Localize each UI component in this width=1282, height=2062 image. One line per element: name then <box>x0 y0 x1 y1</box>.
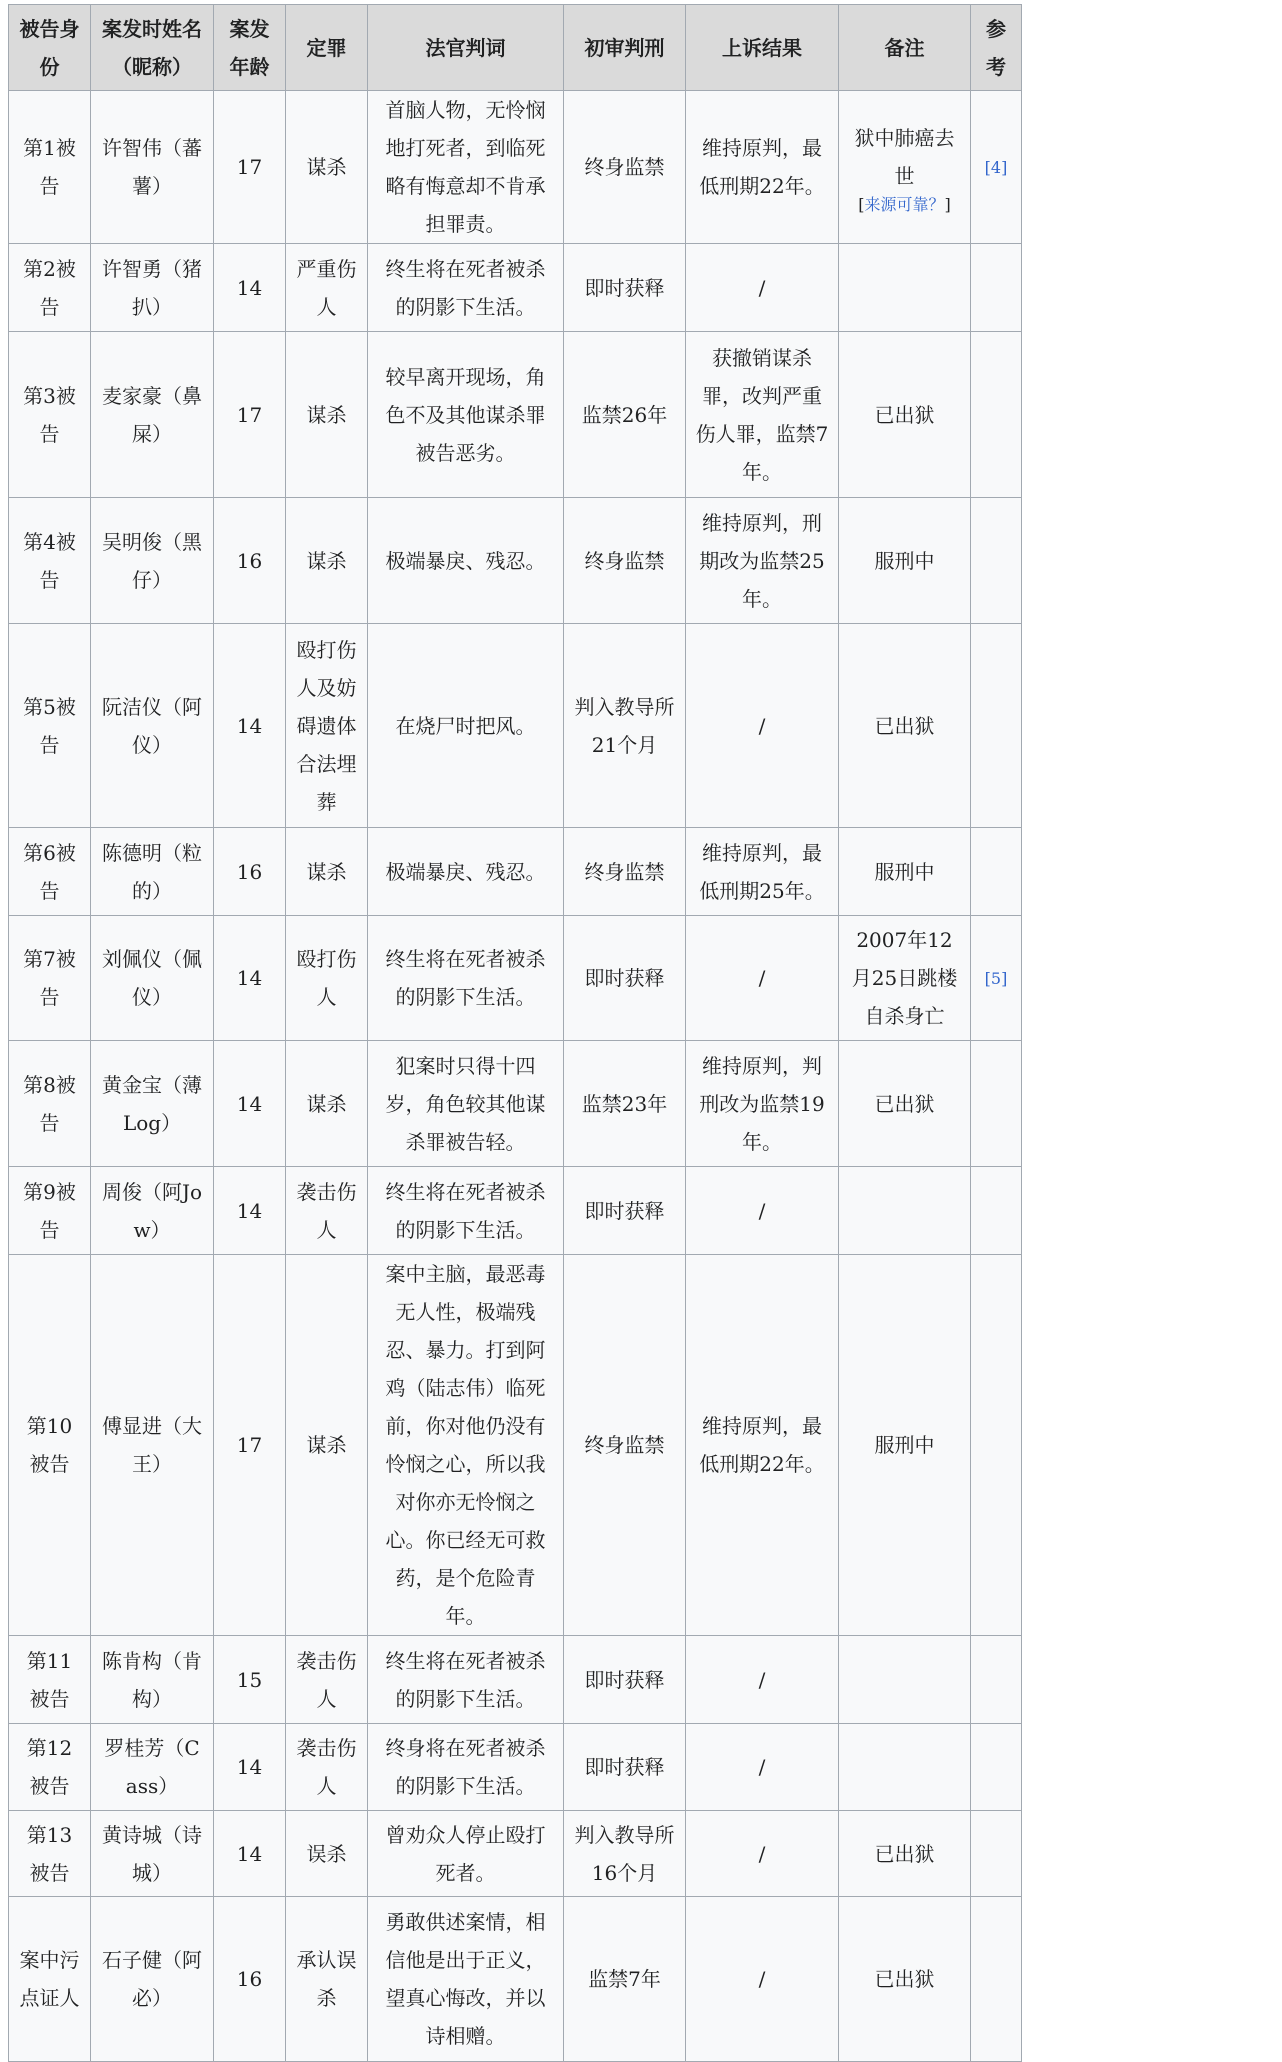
table-row <box>9 1255 1022 1636</box>
header-notes: 备注 <box>839 5 971 91</box>
cell-conviction: 袭击伤人 <box>286 1636 368 1724</box>
cell-ref <box>971 624 1022 828</box>
cell-first-sentence: 终身监禁 <box>564 828 686 916</box>
cell-identity: 第9被告 <box>9 1167 91 1255</box>
cell-notes <box>839 91 971 244</box>
cell-appeal-result: / <box>686 1897 839 2062</box>
cell-conviction: 谋杀 <box>286 332 368 498</box>
header-identity: 被告身份 <box>9 5 91 91</box>
table-row <box>9 916 1022 1041</box>
header-judge-remarks: 法官判词 <box>368 5 564 91</box>
cell-judge-remarks: 首脑人物，无怜悯地打死者，到临死略有悔意却不肯承担罪责。 <box>368 91 564 244</box>
cell-first-sentence: 即时获释 <box>564 1167 686 1255</box>
header-appeal-result: 上诉结果 <box>686 5 839 91</box>
cell-appeal-result: / <box>686 1636 839 1724</box>
cell-notes <box>839 1167 971 1255</box>
cell-first-sentence: 即时获释 <box>564 244 686 332</box>
cell-appeal-result: / <box>686 244 839 332</box>
cell-judge-remarks: 极端暴戾、残忍。 <box>368 828 564 916</box>
cell-ref <box>971 332 1022 498</box>
table-row <box>9 244 1022 332</box>
table-row <box>9 498 1022 624</box>
cell-notes: 已出狱 <box>839 1897 971 2062</box>
cell-identity: 第10被告 <box>9 1255 91 1636</box>
cell-age: 14 <box>214 1041 286 1167</box>
cell-identity: 第12被告 <box>9 1724 91 1811</box>
table-row <box>9 1041 1022 1167</box>
cell-name: 周俊（阿Jow） <box>91 1167 214 1255</box>
cell-notes <box>839 244 971 332</box>
bracket-close: ] <box>944 195 951 214</box>
cell-first-sentence: 即时获释 <box>564 1636 686 1724</box>
cell-first-sentence: 判入教导所16个月 <box>564 1811 686 1897</box>
cell-name: 许智勇（猪扒） <box>91 244 214 332</box>
cell-conviction: 谋杀 <box>286 1255 368 1636</box>
cell-appeal-result: / <box>686 1724 839 1811</box>
cell-appeal-result: 维持原判，最低刑期25年。 <box>686 828 839 916</box>
cell-identity: 第4被告 <box>9 498 91 624</box>
cell-notes: 已出狱 <box>839 1041 971 1167</box>
cell-identity: 第1被告 <box>9 91 91 244</box>
cell-age: 15 <box>214 1636 286 1724</box>
cell-first-sentence: 监禁7年 <box>564 1897 686 2062</box>
table-row <box>9 1636 1022 1724</box>
cell-age: 14 <box>214 1724 286 1811</box>
table-row <box>9 1811 1022 1897</box>
cell-name: 傅显进（大王） <box>91 1255 214 1636</box>
cell-ref <box>971 1811 1022 1897</box>
cell-name: 陈德明（粒的） <box>91 828 214 916</box>
cell-judge-remarks: 在烧尸时把风。 <box>368 624 564 828</box>
table-row <box>9 91 1022 244</box>
cell-age: 16 <box>214 828 286 916</box>
reference-link[interactable]: [5] <box>984 969 1008 988</box>
cell-identity: 第13被告 <box>9 1811 91 1897</box>
cell-age: 17 <box>214 91 286 244</box>
table-row <box>9 1724 1022 1811</box>
cell-judge-remarks: 案中主脑，最恶毒无人性，极端残忍、暴力。打到阿鸡（陆志伟）临死前，你对他仍没有怜悯之心，所以我对你亦无怜悯之心。你已经无可救药，是个危险青年。 <box>368 1255 564 1636</box>
notes-text: 狱中肺癌去世 <box>854 126 955 188</box>
cell-ref <box>971 1167 1022 1255</box>
cell-ref <box>971 1897 1022 2062</box>
cell-identity: 第6被告 <box>9 828 91 916</box>
cell-appeal-result: 维持原判，最低刑期22年。 <box>686 1255 839 1636</box>
cell-conviction: 殴打伤人 <box>286 916 368 1041</box>
cell-conviction: 谋杀 <box>286 1041 368 1167</box>
header-conviction: 定罪 <box>286 5 368 91</box>
cell-age: 14 <box>214 624 286 828</box>
cell-ref <box>971 91 1022 244</box>
cell-ref <box>971 244 1022 332</box>
header-refs: 参考 <box>971 5 1022 91</box>
cell-appeal-result: 获撤销谋杀罪，改判严重伤人罪，监禁7年。 <box>686 332 839 498</box>
cell-conviction: 袭击伤人 <box>286 1167 368 1255</box>
cell-identity: 第8被告 <box>9 1041 91 1167</box>
cell-conviction: 谋杀 <box>286 91 368 244</box>
cell-conviction: 严重伤人 <box>286 244 368 332</box>
cell-name: 阮洁仪（阿仪） <box>91 624 214 828</box>
cell-ref <box>971 1636 1022 1724</box>
cell-judge-remarks: 曾劝众人停止殴打死者。 <box>368 1811 564 1897</box>
table-row <box>9 1167 1022 1255</box>
cell-identity: 第5被告 <box>9 624 91 828</box>
cell-first-sentence: 终身监禁 <box>564 1255 686 1636</box>
cell-ref <box>971 916 1022 1041</box>
citation-needed-tag <box>847 195 962 215</box>
cell-identity: 第11被告 <box>9 1636 91 1724</box>
cell-age: 16 <box>214 498 286 624</box>
cell-ref <box>971 1255 1022 1636</box>
header-age: 案发年龄 <box>214 5 286 91</box>
cell-notes: 已出狱 <box>839 332 971 498</box>
cell-conviction: 承认误杀 <box>286 1897 368 2062</box>
cell-identity: 第3被告 <box>9 332 91 498</box>
cell-name: 黄诗城（诗城） <box>91 1811 214 1897</box>
cell-judge-remarks: 极端暴戾、残忍。 <box>368 498 564 624</box>
cell-age: 17 <box>214 332 286 498</box>
cell-age: 16 <box>214 1897 286 2062</box>
cell-judge-remarks: 终身将在死者被杀的阴影下生活。 <box>368 1724 564 1811</box>
cell-appeal-result: / <box>686 624 839 828</box>
cell-judge-remarks: 犯案时只得十四岁，角色较其他谋杀罪被告轻。 <box>368 1041 564 1167</box>
cell-conviction: 袭击伤人 <box>286 1724 368 1811</box>
cell-name: 刘佩仪（佩仪） <box>91 916 214 1041</box>
reference-link[interactable]: [4] <box>984 158 1008 177</box>
cell-ref <box>971 498 1022 624</box>
cell-notes: 2007年12月25日跳楼自杀身亡 <box>839 916 971 1041</box>
cell-name: 麦家豪（鼻屎） <box>91 332 214 498</box>
cell-appeal-result: / <box>686 1811 839 1897</box>
cell-appeal-result: 维持原判，最低刑期22年。 <box>686 91 839 244</box>
cell-name: 罗桂芳（Cass） <box>91 1724 214 1811</box>
cell-identity: 第2被告 <box>9 244 91 332</box>
cell-appeal-result: 维持原判，刑期改为监禁25年。 <box>686 498 839 624</box>
cell-notes: 服刑中 <box>839 828 971 916</box>
cell-notes: 已出狱 <box>839 1811 971 1897</box>
header-row <box>9 5 1022 91</box>
cell-age: 14 <box>214 1811 286 1897</box>
cell-notes <box>839 1724 971 1811</box>
cell-name: 石子健（阿必） <box>91 1897 214 2062</box>
header-first-sentence: 初审判刑 <box>564 5 686 91</box>
cell-conviction: 谋杀 <box>286 498 368 624</box>
cell-age: 14 <box>214 1167 286 1255</box>
cell-appeal-result: / <box>686 1167 839 1255</box>
cell-conviction: 误杀 <box>286 1811 368 1897</box>
cell-ref <box>971 1041 1022 1167</box>
cell-ref <box>971 828 1022 916</box>
cell-conviction: 谋杀 <box>286 828 368 916</box>
bracket-open: [ <box>858 195 865 214</box>
cell-judge-remarks: 终生将在死者被杀的阴影下生活。 <box>368 916 564 1041</box>
cell-name: 黄金宝（薄Log） <box>91 1041 214 1167</box>
cell-judge-remarks: 终生将在死者被杀的阴影下生活。 <box>368 1167 564 1255</box>
cell-name: 陈肯构（肯构） <box>91 1636 214 1724</box>
cell-judge-remarks: 较早离开现场，角色不及其他谋杀罪被告恶劣。 <box>368 332 564 498</box>
cell-first-sentence: 终身监禁 <box>564 498 686 624</box>
table-row <box>9 1897 1022 2062</box>
reliable-source-link[interactable]: 来源可靠？ <box>864 195 945 214</box>
cell-identity: 案中污点证人 <box>9 1897 91 2062</box>
cell-appeal-result: / <box>686 916 839 1041</box>
cell-first-sentence: 终身监禁 <box>564 91 686 244</box>
cell-notes: 已出狱 <box>839 624 971 828</box>
cell-notes <box>839 1636 971 1724</box>
cell-first-sentence: 即时获释 <box>564 1724 686 1811</box>
defendants-table <box>8 4 1022 2062</box>
cell-age: 17 <box>214 1255 286 1636</box>
cell-appeal-result: 维持原判，判刑改为监禁19年。 <box>686 1041 839 1167</box>
cell-identity: 第7被告 <box>9 916 91 1041</box>
table-row <box>9 828 1022 916</box>
cell-judge-remarks: 终生将在死者被杀的阴影下生活。 <box>368 1636 564 1724</box>
cell-first-sentence: 监禁26年 <box>564 332 686 498</box>
cell-first-sentence: 监禁23年 <box>564 1041 686 1167</box>
header-name: 案发时姓名（昵称） <box>91 5 214 91</box>
cell-age: 14 <box>214 916 286 1041</box>
cell-conviction: 殴打伤人及妨碍遗体合法埋葬 <box>286 624 368 828</box>
cell-notes: 服刑中 <box>839 498 971 624</box>
cell-judge-remarks: 勇敢供述案情，相信他是出于正义，望真心悔改，并以诗相赠。 <box>368 1897 564 2062</box>
cell-notes: 服刑中 <box>839 1255 971 1636</box>
cell-first-sentence: 判入教导所21个月 <box>564 624 686 828</box>
cell-first-sentence: 即时获释 <box>564 916 686 1041</box>
cell-age: 14 <box>214 244 286 332</box>
cell-ref <box>971 1724 1022 1811</box>
cell-name: 吴明俊（黑仔） <box>91 498 214 624</box>
table-row <box>9 624 1022 828</box>
cell-judge-remarks: 终生将在死者被杀的阴影下生活。 <box>368 244 564 332</box>
cell-name: 许智伟（蕃薯） <box>91 91 214 244</box>
table-row <box>9 332 1022 498</box>
